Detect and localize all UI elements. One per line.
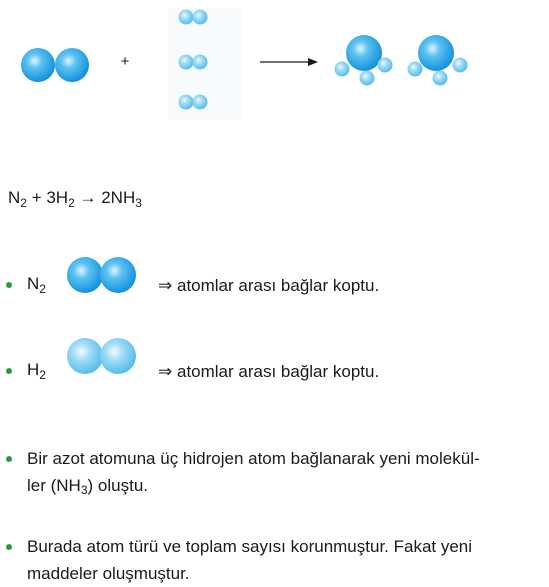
- chemical-equation: $N_2 + 3H_2 \to 2NH_3$: [8, 188, 142, 210]
- nh3-molecule: [408, 35, 468, 86]
- nh3-molecule: [335, 35, 393, 86]
- bullet-dot: [6, 368, 12, 374]
- bullet-dot: [6, 544, 12, 550]
- bullet-dot: [6, 456, 12, 462]
- paragraph-conservation: Burada atom türü ve toplam sayısı korunmuştur. Fakat yeni maddeler oluşmuştur.: [27, 537, 473, 583]
- bullet-statement: ⇒ atomlar arası bağlar koptu.: [158, 362, 380, 381]
- reaction-arrow-icon: [260, 58, 318, 66]
- h2-molecule-icon: [66, 336, 138, 376]
- implies-icon: ⇒: [158, 362, 173, 381]
- bullet-statement: ⇒ atomlar arası bağlar koptu.: [158, 276, 380, 295]
- h2-formula: $H_2$: [27, 360, 46, 382]
- plus-sign: +: [120, 53, 130, 70]
- bullet-dot: [6, 282, 12, 288]
- n2-formula: $N_2$: [27, 274, 46, 296]
- paragraph-bond-formation: Bir azot atomuna üç hidrojen atom bağlanarak yeni molekül- ler $(NH_3)$ oluştu.: [27, 449, 480, 497]
- reaction-diagram: [0, 0, 549, 125]
- n2-molecule-icon: [66, 255, 138, 295]
- n2-molecule: [21, 48, 89, 82]
- implies-icon: ⇒: [158, 276, 173, 295]
